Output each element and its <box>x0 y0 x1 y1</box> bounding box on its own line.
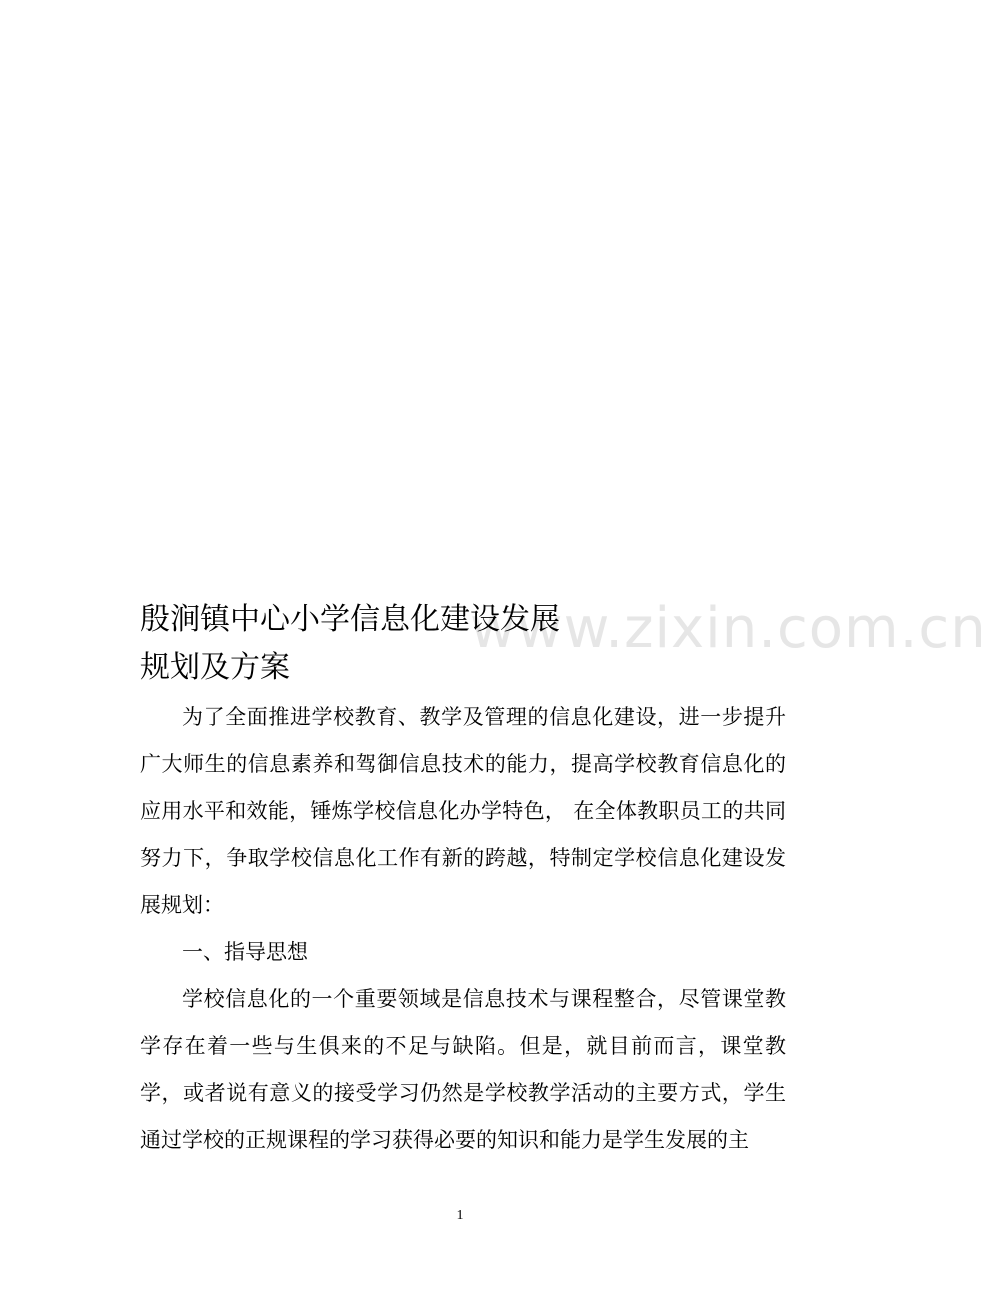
watermark: www.zixin.com.cn <box>470 596 987 661</box>
section-heading: 一、指导思想 <box>182 940 308 964</box>
document-title <box>140 596 700 692</box>
intro-paragraph: 为了全面推进学校教育、教学及管理的信息化建设，进一步提升广大师生的信息素养和驾御信息技术的能力，提高学校教育信息化的应用水平和效能，锤炼学校信息化办学特色， 在全体教职员工的共同努力下，争取学校信息化工作有新的跨越，特制定学校信息化建设发展规划： <box>140 705 786 917</box>
title-line-1: 殷涧镇中心小学信息化建设发展 <box>140 602 560 637</box>
title-line-2: 规划及方案 <box>140 650 290 685</box>
body-paragraph: 学校信息化的一个重要领域是信息技术与课程整合，尽管课堂教学存在着一些与生俱来的不足与缺陷。但是，就目前而言，课堂教学，或者说有意义的接受学习仍然是学校教学活动的主要方式，学生通过学校的正规课程的学习获得必要的知识和能力是学生发展的主 <box>140 987 786 1152</box>
page-number: 1 <box>456 1208 464 1223</box>
document-body <box>140 694 786 1164</box>
